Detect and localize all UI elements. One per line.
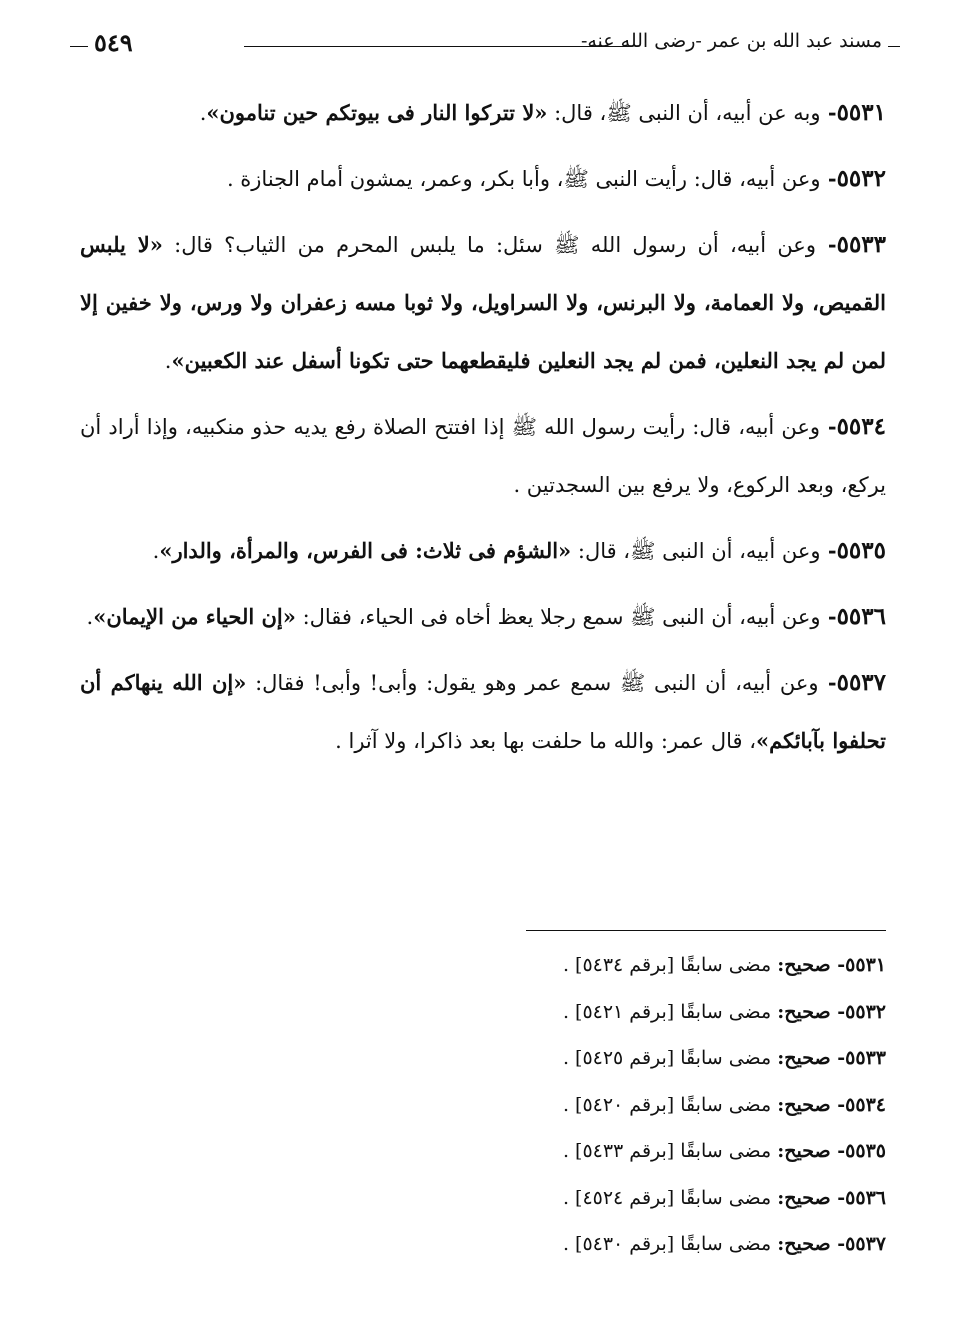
hadith-5532 <box>80 150 886 208</box>
hadith-after: . <box>152 539 160 563</box>
footnote-5534 <box>366 1082 886 1129</box>
hadith-quote: «إن الله ينهاكم أن تحلفوا بآبائكم» <box>80 670 886 753</box>
hadith-after: . <box>199 101 207 125</box>
hadith-intro: وعن أبيه، أن النبى ﷺ، قال: <box>571 539 821 563</box>
hadith-5533 <box>80 216 886 390</box>
main-text <box>80 84 886 778</box>
hadith-dash: - <box>818 670 837 695</box>
footnote-grade: صحيح: <box>777 1047 831 1069</box>
header-dash-right <box>888 46 900 47</box>
footnote-dash: - <box>830 1186 846 1209</box>
footnote-dash: - <box>830 954 846 976</box>
footnote-5537 <box>366 1221 886 1268</box>
footnote-number: ٥٥٣٣ <box>845 1047 886 1069</box>
hadith-number: ٥٥٣٣ <box>836 231 887 258</box>
hadith-number: ٥٥٣٢ <box>836 165 886 192</box>
hadith-number: ٥٥٣٥ <box>836 537 886 564</box>
footnote-5531 <box>366 942 886 989</box>
header-rule <box>244 46 630 47</box>
hadith-dash: - <box>820 538 837 563</box>
footnote-number: ٥٥٣٦ <box>845 1186 886 1209</box>
footnote-text: مضى سابقًا [برقم ٥٤٣٠] . <box>562 1233 772 1255</box>
footnote-dash: - <box>830 1093 846 1116</box>
hadith-5535 <box>80 522 886 580</box>
hadith-dash: - <box>815 232 837 257</box>
footnote-dash: - <box>830 1000 846 1023</box>
hadith-number: ٥٥٣٤ <box>836 413 886 440</box>
page-header <box>82 28 882 62</box>
hadith-number: ٥٥٣٦ <box>836 603 886 630</box>
footnote-number: ٥٥٣٤ <box>845 1093 886 1116</box>
hadith-intro: وعن أبيه، أن النبى ﷺ سمع عمر وهو يقول: وأبى! وأبى! فقال: <box>246 671 819 695</box>
footnote-5533 <box>366 1035 886 1082</box>
footnote-grade: صحيح: <box>777 1000 831 1023</box>
hadith-quote: «لا تتركوا النار فى بيوتكم حين تنامون» <box>206 100 548 125</box>
footnote-text: مضى سابقًا [برقم ٥٤٢١] . <box>562 1000 772 1023</box>
hadith-dash: - <box>820 166 837 191</box>
footnote-number: ٥٥٣٢ <box>845 1000 886 1023</box>
footnote-5532 <box>366 989 886 1036</box>
hadith-number: ٥٥٣٧ <box>836 669 887 696</box>
hadith-quote: «إن الحياء من الإيمان» <box>93 604 296 629</box>
footnote-number: ٥٥٣٥ <box>845 1140 886 1162</box>
footnote-grade: صحيح: <box>777 954 831 976</box>
footnote-text: مضى سابقًا [برقم ٥٤٣٣] . <box>562 1140 772 1162</box>
hadith-after: . <box>86 605 94 629</box>
hadith-5536 <box>80 588 886 646</box>
footnote-text: مضى سابقًا [برقم ٥٤٢٠] . <box>562 1093 772 1116</box>
footnote-text: مضى سابقًا [برقم ٥٤٢٥] . <box>562 1047 772 1069</box>
hadith-dash: - <box>820 100 837 125</box>
hadith-5534 <box>80 398 886 514</box>
hadith-intro: وعن أبيه، أن النبى ﷺ سمع رجلا يعظ أخاه فى الحياء، فقال: <box>295 605 821 629</box>
hadith-5537 <box>80 654 886 770</box>
footnote-5535 <box>366 1128 886 1175</box>
footnotes <box>366 942 886 1268</box>
header-dash-left <box>70 46 88 47</box>
hadith-after: . <box>164 349 172 373</box>
footnote-text: مضى سابقًا [برقم ٤٥٢٤] . <box>562 1186 772 1209</box>
hadith-5531 <box>80 84 886 142</box>
hadith-after: ، قال عمر: والله ما حلفت بها بعد ذاكرا، ولا آثرا . <box>335 729 756 753</box>
footnote-grade: صحيح: <box>777 1140 831 1162</box>
hadith-dash: - <box>820 604 837 629</box>
hadith-intro: وعن أبيه، قال: رأيت النبى ﷺ، وأبا بكر، وعمر، يمشون أمام الجنازة . <box>226 167 821 191</box>
footnote-5536 <box>366 1175 886 1222</box>
footnote-number: ٥٥٣٧ <box>845 1233 886 1255</box>
footnote-grade: صحيح: <box>777 1093 831 1116</box>
page-number: ٥٤٩ <box>94 28 133 57</box>
footnote-text: مضى سابقًا [برقم ٥٤٣٤] . <box>562 954 772 976</box>
hadith-quote: «الشؤم فى ثلاث: فى الفرس، والمرأة، والدار» <box>159 538 572 563</box>
footnote-separator <box>526 930 886 931</box>
hadith-intro: وبه عن أبيه، أن النبى ﷺ، قال: <box>547 101 821 125</box>
footnote-grade: صحيح: <box>777 1186 831 1209</box>
footnote-dash: - <box>830 1140 846 1162</box>
hadith-intro: وعن أبيه، قال: رأيت رسول الله ﷺ إذا افتتح الصلاة رفع يديه حذو منكبيه، وإذا أراد أن يركع، وبعد الركوع، ولا يرفع بين السجدتين . <box>80 415 886 497</box>
footnote-grade: صحيح: <box>777 1233 831 1255</box>
hadith-intro: وعن أبيه، أن رسول الله ﷺ سئل: ما يلبس المحرم من الثياب؟ قال: <box>162 233 816 257</box>
hadith-dash: - <box>820 414 837 439</box>
hadith-number: ٥٥٣١ <box>836 99 886 126</box>
footnote-dash: - <box>830 1233 846 1255</box>
footnote-dash: - <box>830 1047 846 1069</box>
running-title: مسند عبد الله بن عمر -رضى الله عنه- <box>580 30 882 52</box>
hadith-quote: «لا يلبس القميص، ولا العمامة، ولا البرنس، ولا السراويل، ولا ثوبا مسه زعفران ولا ورس، ولا خفين إلا لمن لم يجد النعلين، فمن لم يجد النعلين فليقطعهما حتى تكونا أسفل عند الكعبين» <box>80 232 886 373</box>
footnote-number: ٥٥٣١ <box>845 954 886 976</box>
